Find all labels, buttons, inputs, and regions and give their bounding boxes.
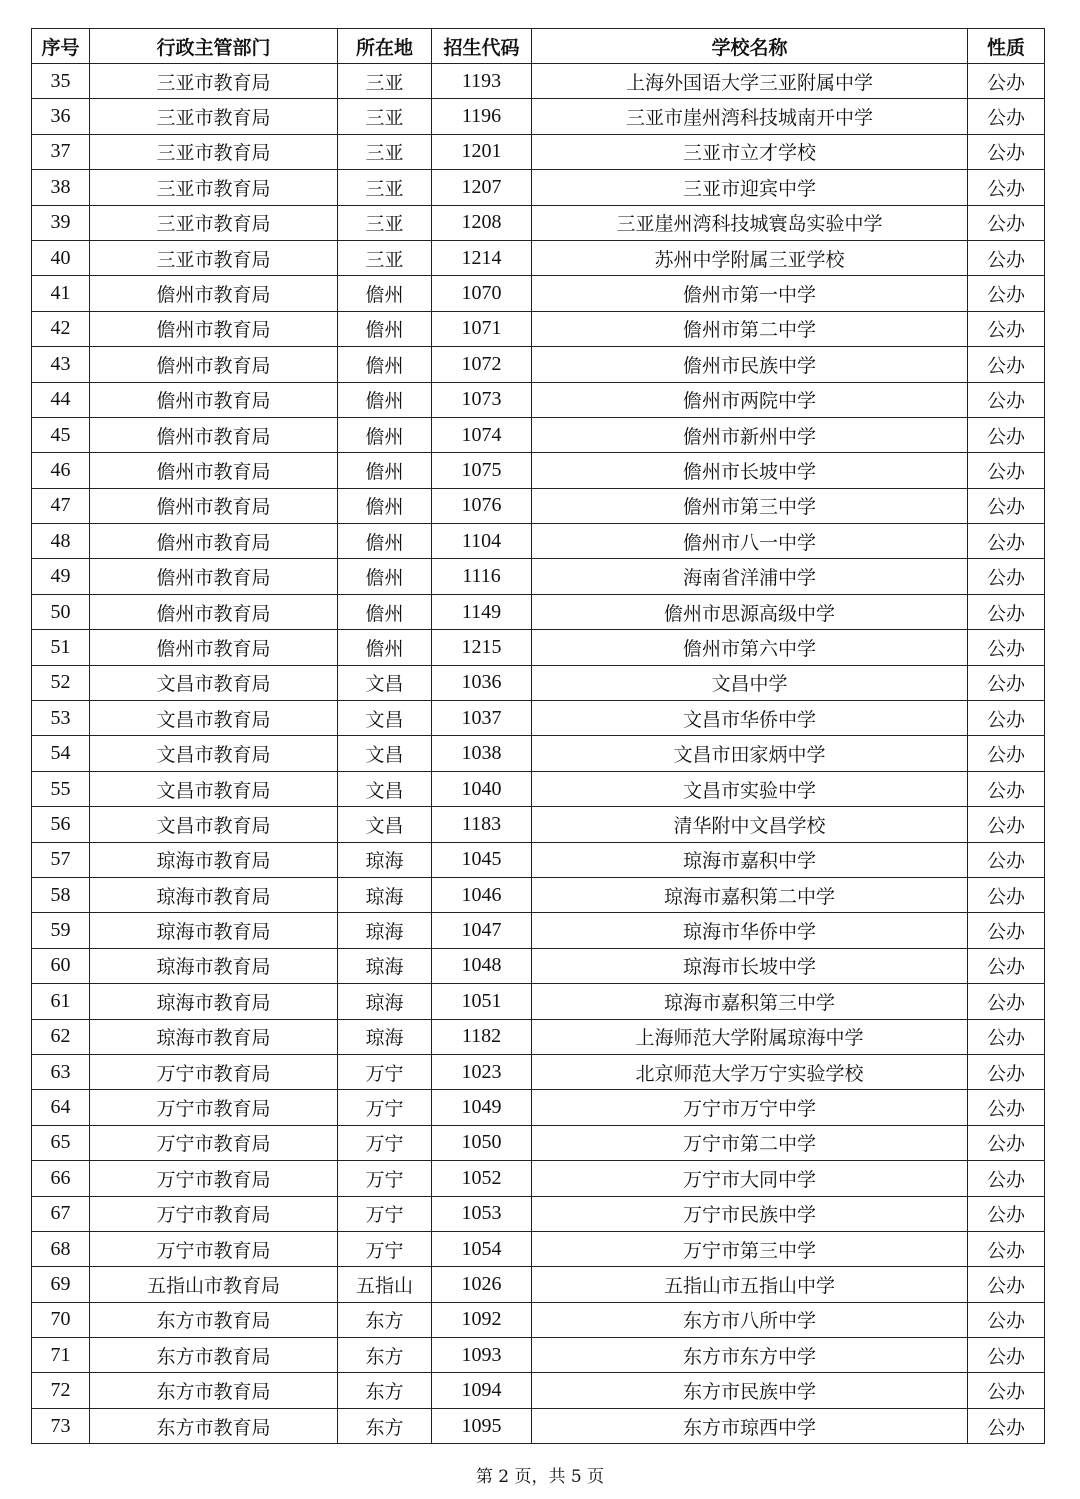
cell-school-name: 苏州中学附属三亚学校: [532, 240, 968, 275]
cell-serial-number: 54: [32, 736, 90, 771]
cell-school-type: 公办: [968, 347, 1045, 382]
cell-location: 儋州: [338, 276, 432, 311]
cell-enrollment-code: 1196: [432, 99, 532, 134]
table-body: [32, 64, 1045, 1444]
cell-school-type: 公办: [968, 984, 1045, 1019]
cell-enrollment-code: 1053: [432, 1196, 532, 1231]
cell-school-type: 公办: [968, 559, 1045, 594]
cell-enrollment-code: 1050: [432, 1125, 532, 1160]
cell-department: 三亚市教育局: [90, 205, 338, 240]
cell-school-type: 公办: [968, 594, 1045, 629]
cell-school-name: 北京师范大学万宁实验学校: [532, 1054, 968, 1089]
cell-school-name: 东方市东方中学: [532, 1338, 968, 1373]
cell-department: 琼海市教育局: [90, 984, 338, 1019]
cell-school-type: 公办: [968, 1054, 1045, 1089]
cell-department: 琼海市教育局: [90, 913, 338, 948]
cell-enrollment-code: 1040: [432, 771, 532, 806]
cell-school-name: 万宁市大同中学: [532, 1161, 968, 1196]
cell-enrollment-code: 1047: [432, 913, 532, 948]
cell-enrollment-code: 1036: [432, 665, 532, 700]
cell-department: 万宁市教育局: [90, 1231, 338, 1266]
cell-school-type: 公办: [968, 1196, 1045, 1231]
cell-enrollment-code: 1075: [432, 453, 532, 488]
cell-department: 五指山市教育局: [90, 1267, 338, 1302]
cell-location: 三亚: [338, 205, 432, 240]
cell-enrollment-code: 1076: [432, 488, 532, 523]
cell-department: 东方市教育局: [90, 1373, 338, 1408]
cell-serial-number: 70: [32, 1302, 90, 1337]
cell-department: 东方市教育局: [90, 1338, 338, 1373]
cell-school-name: 文昌中学: [532, 665, 968, 700]
cell-department: 琼海市教育局: [90, 948, 338, 983]
header-department: 行政主管部门: [90, 29, 338, 64]
cell-school-type: 公办: [968, 99, 1045, 134]
cell-serial-number: 71: [32, 1338, 90, 1373]
cell-school-name: 清华附中文昌学校: [532, 807, 968, 842]
cell-school-name: 海南省洋浦中学: [532, 559, 968, 594]
cell-enrollment-code: 1193: [432, 64, 532, 99]
cell-location: 万宁: [338, 1125, 432, 1160]
cell-serial-number: 46: [32, 453, 90, 488]
table-row: [32, 842, 1045, 877]
cell-serial-number: 39: [32, 205, 90, 240]
cell-school-type: 公办: [968, 205, 1045, 240]
cell-school-name: 琼海市嘉积中学: [532, 842, 968, 877]
cell-serial-number: 42: [32, 311, 90, 346]
cell-school-type: 公办: [968, 1302, 1045, 1337]
cell-school-type: 公办: [968, 64, 1045, 99]
cell-school-type: 公办: [968, 630, 1045, 665]
cell-school-type: 公办: [968, 1090, 1045, 1125]
table-row: [32, 1267, 1045, 1302]
header-school-name: 学校名称: [532, 29, 968, 64]
table-row: [32, 524, 1045, 559]
cell-location: 五指山: [338, 1267, 432, 1302]
cell-serial-number: 44: [32, 382, 90, 417]
cell-enrollment-code: 1046: [432, 877, 532, 912]
cell-department: 儋州市教育局: [90, 417, 338, 452]
table-row: [32, 771, 1045, 806]
cell-location: 儋州: [338, 630, 432, 665]
table-row: [32, 1161, 1045, 1196]
cell-school-name: 万宁市民族中学: [532, 1196, 968, 1231]
cell-department: 文昌市教育局: [90, 807, 338, 842]
cell-department: 三亚市教育局: [90, 99, 338, 134]
cell-enrollment-code: 1051: [432, 984, 532, 1019]
cell-school-name: 三亚市迎宾中学: [532, 170, 968, 205]
cell-enrollment-code: 1092: [432, 1302, 532, 1337]
table-row: [32, 99, 1045, 134]
cell-serial-number: 37: [32, 134, 90, 169]
cell-school-name: 三亚市崖州湾科技城南开中学: [532, 99, 968, 134]
cell-enrollment-code: 1208: [432, 205, 532, 240]
page-number: 第 2 页，共 5 页: [475, 1467, 605, 1487]
cell-location: 儋州: [338, 524, 432, 559]
cell-school-type: 公办: [968, 488, 1045, 523]
cell-department: 三亚市教育局: [90, 134, 338, 169]
cell-serial-number: 65: [32, 1125, 90, 1160]
cell-serial-number: 56: [32, 807, 90, 842]
cell-department: 琼海市教育局: [90, 877, 338, 912]
cell-department: 琼海市教育局: [90, 842, 338, 877]
cell-location: 东方: [338, 1373, 432, 1408]
cell-school-name: 文昌市田家炳中学: [532, 736, 968, 771]
cell-enrollment-code: 1074: [432, 417, 532, 452]
cell-enrollment-code: 1214: [432, 240, 532, 275]
cell-school-type: 公办: [968, 453, 1045, 488]
cell-school-name: 儋州市八一中学: [532, 524, 968, 559]
cell-serial-number: 68: [32, 1231, 90, 1266]
cell-department: 儋州市教育局: [90, 382, 338, 417]
cell-enrollment-code: 1149: [432, 594, 532, 629]
cell-school-type: 公办: [968, 524, 1045, 559]
cell-department: 儋州市教育局: [90, 347, 338, 382]
cell-department: 万宁市教育局: [90, 1196, 338, 1231]
cell-school-type: 公办: [968, 417, 1045, 452]
cell-serial-number: 72: [32, 1373, 90, 1408]
table-row: [32, 276, 1045, 311]
table-row: [32, 205, 1045, 240]
cell-school-type: 公办: [968, 948, 1045, 983]
table-row: [32, 382, 1045, 417]
cell-enrollment-code: 1094: [432, 1373, 532, 1408]
cell-school-name: 东方市八所中学: [532, 1302, 968, 1337]
cell-department: 儋州市教育局: [90, 524, 338, 559]
cell-school-name: 儋州市第六中学: [532, 630, 968, 665]
cell-enrollment-code: 1207: [432, 170, 532, 205]
header-row: [32, 29, 1045, 64]
cell-department: 文昌市教育局: [90, 701, 338, 736]
cell-school-name: 琼海市华侨中学: [532, 913, 968, 948]
cell-department: 儋州市教育局: [90, 276, 338, 311]
table-row: [32, 559, 1045, 594]
table-row: [32, 417, 1045, 452]
cell-location: 三亚: [338, 64, 432, 99]
table-row: [32, 1408, 1045, 1443]
cell-enrollment-code: 1183: [432, 807, 532, 842]
cell-school-type: 公办: [968, 1267, 1045, 1302]
cell-school-type: 公办: [968, 736, 1045, 771]
cell-school-type: 公办: [968, 134, 1045, 169]
cell-enrollment-code: 1071: [432, 311, 532, 346]
cell-school-name: 上海外国语大学三亚附属中学: [532, 64, 968, 99]
table-row: [32, 347, 1045, 382]
cell-serial-number: 36: [32, 99, 90, 134]
cell-school-name: 三亚市立才学校: [532, 134, 968, 169]
table-row: [32, 488, 1045, 523]
header-serial-number: 序号: [32, 29, 90, 64]
cell-location: 文昌: [338, 771, 432, 806]
table-row: [32, 453, 1045, 488]
cell-school-name: 上海师范大学附属琼海中学: [532, 1019, 968, 1054]
cell-serial-number: 47: [32, 488, 90, 523]
cell-enrollment-code: 1072: [432, 347, 532, 382]
header-enrollment-code: 招生代码: [432, 29, 532, 64]
cell-enrollment-code: 1049: [432, 1090, 532, 1125]
cell-serial-number: 57: [32, 842, 90, 877]
cell-school-type: 公办: [968, 842, 1045, 877]
cell-school-name: 五指山市五指山中学: [532, 1267, 968, 1302]
table-row: [32, 1019, 1045, 1054]
cell-school-name: 万宁市万宁中学: [532, 1090, 968, 1125]
cell-school-type: 公办: [968, 240, 1045, 275]
cell-school-name: 东方市琼西中学: [532, 1408, 968, 1443]
cell-school-name: 儋州市第一中学: [532, 276, 968, 311]
cell-school-type: 公办: [968, 1019, 1045, 1054]
table-row: [32, 665, 1045, 700]
table-row: [32, 170, 1045, 205]
cell-school-type: 公办: [968, 1231, 1045, 1266]
cell-serial-number: 40: [32, 240, 90, 275]
cell-location: 万宁: [338, 1231, 432, 1266]
cell-enrollment-code: 1045: [432, 842, 532, 877]
cell-location: 文昌: [338, 701, 432, 736]
cell-serial-number: 66: [32, 1161, 90, 1196]
cell-school-type: 公办: [968, 1338, 1045, 1373]
cell-school-name: 儋州市第二中学: [532, 311, 968, 346]
table-row: [32, 877, 1045, 912]
cell-school-name: 儋州市长坡中学: [532, 453, 968, 488]
cell-location: 儋州: [338, 382, 432, 417]
cell-department: 文昌市教育局: [90, 771, 338, 806]
cell-location: 琼海: [338, 984, 432, 1019]
cell-serial-number: 35: [32, 64, 90, 99]
cell-school-name: 儋州市第三中学: [532, 488, 968, 523]
cell-department: 儋州市教育局: [90, 594, 338, 629]
cell-location: 琼海: [338, 1019, 432, 1054]
cell-school-name: 东方市民族中学: [532, 1373, 968, 1408]
cell-enrollment-code: 1052: [432, 1161, 532, 1196]
table-row: [32, 134, 1045, 169]
table-row: [32, 311, 1045, 346]
cell-department: 万宁市教育局: [90, 1125, 338, 1160]
cell-school-name: 琼海市长坡中学: [532, 948, 968, 983]
cell-enrollment-code: 1048: [432, 948, 532, 983]
cell-serial-number: 69: [32, 1267, 90, 1302]
table-row: [32, 807, 1045, 842]
cell-school-name: 琼海市嘉积第三中学: [532, 984, 968, 1019]
cell-school-name: 儋州市两院中学: [532, 382, 968, 417]
table-row: [32, 736, 1045, 771]
table-row: [32, 64, 1045, 99]
cell-serial-number: 64: [32, 1090, 90, 1125]
cell-location: 琼海: [338, 877, 432, 912]
cell-school-name: 文昌市华侨中学: [532, 701, 968, 736]
table-row: [32, 1338, 1045, 1373]
cell-department: 万宁市教育局: [90, 1054, 338, 1089]
table-row: [32, 630, 1045, 665]
cell-serial-number: 73: [32, 1408, 90, 1443]
cell-serial-number: 61: [32, 984, 90, 1019]
cell-location: 儋州: [338, 559, 432, 594]
cell-school-name: 文昌市实验中学: [532, 771, 968, 806]
cell-school-type: 公办: [968, 913, 1045, 948]
cell-serial-number: 43: [32, 347, 90, 382]
cell-location: 万宁: [338, 1161, 432, 1196]
cell-location: 儋州: [338, 417, 432, 452]
header-school-type: 性质: [968, 29, 1045, 64]
cell-department: 文昌市教育局: [90, 665, 338, 700]
cell-enrollment-code: 1095: [432, 1408, 532, 1443]
header-location: 所在地: [338, 29, 432, 64]
cell-serial-number: 60: [32, 948, 90, 983]
cell-serial-number: 51: [32, 630, 90, 665]
cell-enrollment-code: 1215: [432, 630, 532, 665]
cell-location: 万宁: [338, 1054, 432, 1089]
cell-school-name: 万宁市第二中学: [532, 1125, 968, 1160]
cell-department: 文昌市教育局: [90, 736, 338, 771]
cell-location: 东方: [338, 1302, 432, 1337]
cell-location: 儋州: [338, 594, 432, 629]
cell-location: 文昌: [338, 807, 432, 842]
cell-school-name: 儋州市新州中学: [532, 417, 968, 452]
cell-serial-number: 38: [32, 170, 90, 205]
cell-location: 三亚: [338, 240, 432, 275]
cell-serial-number: 45: [32, 417, 90, 452]
table-row: [32, 1196, 1045, 1231]
cell-school-type: 公办: [968, 311, 1045, 346]
cell-location: 文昌: [338, 736, 432, 771]
cell-department: 儋州市教育局: [90, 453, 338, 488]
cell-department: 万宁市教育局: [90, 1161, 338, 1196]
cell-location: 儋州: [338, 453, 432, 488]
cell-enrollment-code: 1093: [432, 1338, 532, 1373]
cell-location: 儋州: [338, 311, 432, 346]
cell-school-type: 公办: [968, 1125, 1045, 1160]
cell-location: 儋州: [338, 488, 432, 523]
cell-department: 儋州市教育局: [90, 630, 338, 665]
cell-serial-number: 67: [32, 1196, 90, 1231]
cell-location: 东方: [338, 1408, 432, 1443]
cell-department: 东方市教育局: [90, 1302, 338, 1337]
table-row: [32, 701, 1045, 736]
cell-school-type: 公办: [968, 665, 1045, 700]
cell-enrollment-code: 1038: [432, 736, 532, 771]
table-header: [32, 29, 1045, 64]
table-row: [32, 1373, 1045, 1408]
cell-school-type: 公办: [968, 701, 1045, 736]
cell-school-type: 公办: [968, 170, 1045, 205]
cell-serial-number: 59: [32, 913, 90, 948]
cell-department: 儋州市教育局: [90, 488, 338, 523]
cell-enrollment-code: 1054: [432, 1231, 532, 1266]
cell-location: 儋州: [338, 347, 432, 382]
cell-serial-number: 55: [32, 771, 90, 806]
school-table: [31, 28, 1045, 1444]
cell-location: 文昌: [338, 665, 432, 700]
cell-school-type: 公办: [968, 1373, 1045, 1408]
cell-location: 万宁: [338, 1196, 432, 1231]
cell-serial-number: 50: [32, 594, 90, 629]
table-row: [32, 948, 1045, 983]
cell-department: 儋州市教育局: [90, 559, 338, 594]
cell-serial-number: 53: [32, 701, 90, 736]
cell-location: 东方: [338, 1338, 432, 1373]
cell-department: 东方市教育局: [90, 1408, 338, 1443]
cell-school-type: 公办: [968, 807, 1045, 842]
cell-serial-number: 63: [32, 1054, 90, 1089]
cell-department: 儋州市教育局: [90, 311, 338, 346]
table-row: [32, 1054, 1045, 1089]
cell-location: 琼海: [338, 948, 432, 983]
table-row: [32, 240, 1045, 275]
cell-serial-number: 49: [32, 559, 90, 594]
cell-enrollment-code: 1182: [432, 1019, 532, 1054]
cell-school-type: 公办: [968, 771, 1045, 806]
cell-location: 三亚: [338, 99, 432, 134]
cell-department: 三亚市教育局: [90, 170, 338, 205]
cell-department: 三亚市教育局: [90, 64, 338, 99]
cell-department: 三亚市教育局: [90, 240, 338, 275]
cell-enrollment-code: 1070: [432, 276, 532, 311]
cell-serial-number: 41: [32, 276, 90, 311]
cell-location: 三亚: [338, 170, 432, 205]
cell-school-name: 万宁市第三中学: [532, 1231, 968, 1266]
cell-school-name: 儋州市民族中学: [532, 347, 968, 382]
cell-enrollment-code: 1026: [432, 1267, 532, 1302]
cell-department: 琼海市教育局: [90, 1019, 338, 1054]
cell-enrollment-code: 1073: [432, 382, 532, 417]
document-page: [31, 28, 1044, 1444]
cell-school-type: 公办: [968, 382, 1045, 417]
cell-department: 万宁市教育局: [90, 1090, 338, 1125]
cell-serial-number: 48: [32, 524, 90, 559]
cell-school-type: 公办: [968, 877, 1045, 912]
table-row: [32, 1302, 1045, 1337]
cell-school-type: 公办: [968, 1408, 1045, 1443]
cell-location: 琼海: [338, 913, 432, 948]
cell-serial-number: 58: [32, 877, 90, 912]
cell-school-name: 儋州市思源高级中学: [532, 594, 968, 629]
table-row: [32, 984, 1045, 1019]
cell-school-type: 公办: [968, 276, 1045, 311]
table-row: [32, 1090, 1045, 1125]
cell-enrollment-code: 1104: [432, 524, 532, 559]
cell-school-name: 三亚崖州湾科技城寰岛实验中学: [532, 205, 968, 240]
cell-location: 万宁: [338, 1090, 432, 1125]
cell-enrollment-code: 1116: [432, 559, 532, 594]
cell-school-name: 琼海市嘉积第二中学: [532, 877, 968, 912]
cell-school-type: 公办: [968, 1161, 1045, 1196]
cell-enrollment-code: 1201: [432, 134, 532, 169]
cell-serial-number: 62: [32, 1019, 90, 1054]
cell-enrollment-code: 1037: [432, 701, 532, 736]
cell-location: 三亚: [338, 134, 432, 169]
cell-serial-number: 52: [32, 665, 90, 700]
cell-location: 琼海: [338, 842, 432, 877]
cell-enrollment-code: 1023: [432, 1054, 532, 1089]
table-row: [32, 1125, 1045, 1160]
table-row: [32, 594, 1045, 629]
table-row: [32, 1231, 1045, 1266]
table-row: [32, 913, 1045, 948]
